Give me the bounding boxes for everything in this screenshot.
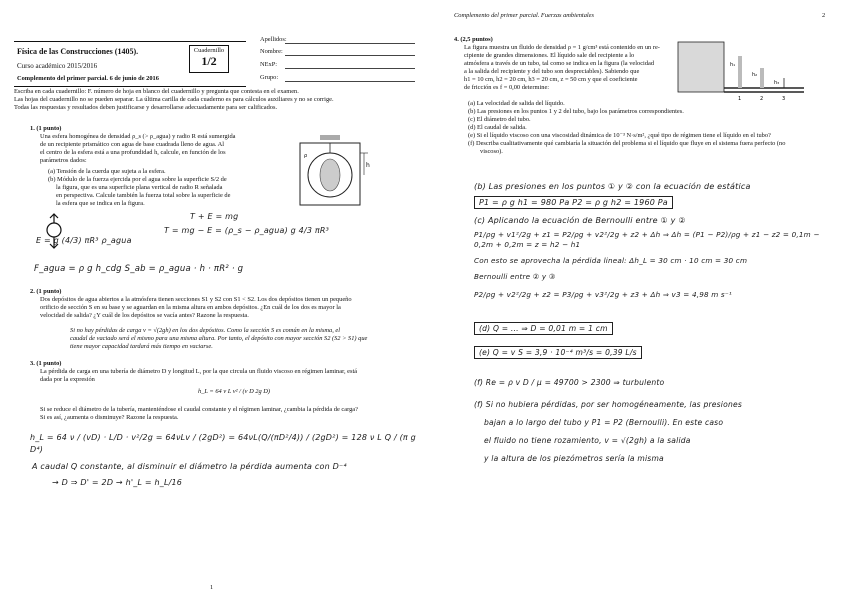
q1-hand-line-1: T + E = mg	[190, 212, 239, 221]
cuadernillo-value: 1/2	[201, 54, 217, 68]
text-line: Dos depósitos de agua abiertos a la atmósfera tienen secciones S1 y S2 con S1 < S2. Los dos depósitos tienen un pequeño	[40, 296, 352, 303]
item-line: (f) Describa cualitativamente qué cambiaría la situación del problema si el líquido que fluye en el sistema fuera perfecto (no	[468, 140, 786, 147]
q4-text	[464, 44, 674, 92]
text-line: cipiente de grandes dimensiones. El líquido sale del recipiente a lo	[464, 52, 635, 59]
q1-items	[48, 168, 293, 208]
q1-text	[40, 133, 290, 165]
item-line: (d) El caudal de salida.	[468, 124, 527, 131]
q4-hand-2: P1 = ρ g h1 = 980 Pa P2 = ρ g h2 = 1960 Pa	[474, 196, 673, 209]
q4-hand-1: (b) Las presiones en los puntos ① y ② con la ecuación de estática	[474, 182, 751, 191]
instruction-line: Todas las respuestas y resultados deben justificarse y desarrollarse adecuadamente para ser calificados.	[14, 104, 278, 111]
item-line: la figura, que es una superficie plana vertical de radio R señalada	[56, 184, 223, 191]
text-line: parámetros dados:	[40, 157, 87, 164]
q4-hand-12: bajan a lo largo del tubo y P1 = P2 (Bernoulli). En este caso	[484, 418, 724, 427]
academic-year: Curso académico 2015/2016	[17, 62, 98, 70]
q3-hand-line-3: → D ⇒ D' = 2D → h'_L = h_L/16	[52, 478, 183, 487]
q3-title: 3. (1 punto)	[30, 360, 62, 367]
cuadernillo-box	[189, 45, 229, 73]
svg-text:ρ: ρ	[304, 153, 308, 159]
field-nexp-line[interactable]	[285, 68, 415, 69]
field-name: Nombre:	[260, 48, 283, 55]
text-line: atmósfera a través de un tubo, tal como se indica en la figura (la velocidad	[464, 60, 655, 67]
item-line: (a) Tensión de la cuerda que sujeta a la esfera.	[48, 168, 166, 175]
text-line: dada por la expresión	[40, 376, 95, 383]
q3-text-2	[40, 406, 415, 422]
field-nexp: NExP:	[260, 61, 278, 68]
text-line: La figura muestra un fluido de densidad ρ = 1 g/cm³ está contenido en un re-	[464, 44, 660, 51]
q2-answer	[70, 327, 415, 351]
q2-title: 2. (1 punto)	[30, 288, 62, 295]
q4-items	[468, 100, 838, 156]
text-line: La pérdida de carga en una tubería de diámetro D y longitud L, por la que circula un fluido viscoso en régimen laminar, está	[40, 368, 358, 375]
q3-text	[40, 368, 415, 384]
text-line: a la salida del recipiente y del tubo son despreciables). Sabiendo que	[464, 68, 640, 75]
q3-hand-line-2: A caudal Q constante, al disminuir el diámetro la pérdida aumenta con D⁻⁴	[32, 462, 347, 471]
exam-header	[14, 41, 246, 87]
item-line: la esfera que se indica en la figura.	[56, 200, 145, 207]
q4-hand-8: (d) Q = ... ⇒ D = 0,01 m = 1 cm	[474, 322, 613, 335]
q4-hand-14: y la altura de los piezómetros sería la misma	[484, 454, 664, 463]
q1-hand-line-3: E = g (4/3) πR³ ρ_agua	[36, 236, 132, 245]
svg-text:h₁: h₁	[730, 62, 736, 68]
q4-hand-5: Con esto se aprovecha la pérdida lineal: Δh_L = 30 cm · 10 cm = 30 cm	[474, 256, 748, 265]
text-line: orificio de sección S en su base y se aguardan en la misma altura en ambos depósitos. ¿En cuál de los dos es mayor la	[40, 304, 341, 311]
q4-hand-3: (c) Aplicando la ecuación de Bernoulli entre ① y ②	[474, 216, 686, 225]
q4-hand-10: (f) Re = ρ v D / μ = 49700 > 2300 ⇒ turbulento	[474, 378, 665, 387]
text-line: Una esfera homogénea de densidad ρ_s (> ρ_agua) y radio R está sumergida	[40, 133, 236, 140]
instruction-line: Las hojas del cuadernillo no se pueden separar. La última carilla de cada cuaderno es para cálculos auxiliares y no se corrige.	[14, 96, 334, 103]
text-line: Si es así, ¿aumenta o disminuye? Razone la respuesta.	[40, 414, 179, 421]
text-line: el centro de la esfera está a una profundidad h, calcule, en función de los	[40, 149, 226, 156]
q2-text	[40, 296, 415, 320]
exam-title: Complemento del primer parcial. 6 de junio de 2016	[17, 75, 159, 82]
q1-hand-line-2: T = mg − E = (ρ_s − ρ_agua) g 4/3 πR³	[164, 226, 330, 235]
field-name-line[interactable]	[285, 55, 415, 56]
text-line: caudal de vaciado será el mismo para una misma altura. Por tanto, el depósito con mayor sección S2 (S2 > S1) que	[70, 335, 368, 342]
svg-text:h: h	[366, 162, 370, 169]
instructions	[14, 88, 414, 112]
cuadernillo-label: Cuadernillo	[193, 47, 225, 54]
svg-text:1: 1	[738, 96, 742, 102]
text-line: Si se reduce el diámetro de la tubería, manteniéndose el caudal constante y el régimen laminar, ¿cambia la pérdida de carga?	[40, 406, 358, 413]
item-line: (c) El diámetro del tubo.	[468, 116, 531, 123]
sphere-figure	[298, 133, 374, 209]
right-page	[424, 0, 848, 599]
running-title: Complemento del primer parcial. Fuerzas ambientales	[454, 12, 594, 19]
text-line: de un recipiente prismático con agua de base cuadrada lleno de agua. Al	[40, 141, 225, 148]
item-line: (e) Si el líquido viscoso con una viscosidad dinámica de 10⁻³ N·s/m², ¿qué tipo de régimen tiene el líquido en el tubo?	[468, 132, 771, 139]
svg-text:h₃: h₃	[774, 80, 780, 86]
q1-hand-line-4: F_agua = ρ g h_cdg S_ab = ρ_agua · h · πR² · g	[34, 264, 244, 274]
q4-hand-9: (e) Q = v S = 3,9 · 10⁻⁴ m³/s = 0,39 L/s	[474, 346, 642, 359]
page-number-left: 1	[210, 584, 214, 591]
text-line: de fricción es f = 0,00 determine:	[464, 84, 550, 91]
svg-text:h₂: h₂	[752, 72, 758, 78]
instruction-line: Escriba en cada cuadernillo: F. número de hoja en blanco del cuadernillo y pregunta que contesta en el examen.	[14, 88, 299, 95]
q3-formula: h_L = 64 ν L v² / (v D 2g D)	[198, 388, 271, 395]
field-surname-line[interactable]	[285, 43, 415, 44]
q4-hand-7: P2/ρg + v2²/2g + z2 = P3/ρg + v3²/2g + z3 + Δh ⇒ v3 = 4,98 m s⁻¹	[474, 290, 732, 299]
tank-figure	[674, 38, 814, 106]
free-body-sketch	[40, 212, 80, 252]
q4-title: 4. (2,5 puntos)	[454, 36, 493, 43]
field-group: Grupo:	[260, 74, 279, 81]
q4-hand-6: Bernoulli entre ② y ③	[474, 272, 556, 281]
item-line: (a) La velocidad de salida del líquido.	[468, 100, 565, 107]
item-line: (b) Módulo de la fuerza ejercida por el agua sobre la superficie S/2 de	[48, 176, 227, 183]
item-line: viscoso).	[480, 148, 503, 155]
item-line: (b) Las presiones en los puntos 1 y 2 del tubo, bajo los parámetros correspondientes.	[468, 108, 684, 115]
q4-hand-4: P1/ρg + v1²/2g + z1 = P2/ρg + v2²/2g + z2 + Δh ⇒ Δh = (P1 − P2)/ρg + z1 − z2 = 0,1m − 0,2m + 0,2m = z = h2 − h1	[474, 230, 820, 249]
text-line: Si no hay pérdidas de carga v = √(2gh) en los dos depósitos. Como la sección S es común en la misma, el	[70, 327, 341, 334]
q4-hand-11: (f) Si no hubiera pérdidas, por ser homogéneamente, las presiones	[474, 400, 743, 409]
q3-hand-line-1: h_L = 64 ν / (vD) · L/D · v²/2g = 64νLv / (2gD²) = 64νL(Q/(πD²/4)) / (2gD²) = 128 ν L Q / (π g D⁴)	[30, 433, 416, 454]
q1-title: 1. (1 punto)	[30, 125, 62, 132]
item-line: en perspectiva. Calcule también la fuerza total sobre la superficie de	[56, 192, 231, 199]
text-line: velocidad de salida? ¿Y cuál de los depósitos se vacía antes? Razone la respuesta.	[40, 312, 249, 319]
course-title: Física de las Construcciones (1405).	[17, 47, 139, 56]
q4-hand-13: el fluido no tiene rozamiento, v = √(2gh) a la salida	[484, 436, 691, 445]
svg-text:3: 3	[782, 96, 786, 102]
field-group-line[interactable]	[285, 81, 415, 82]
svg-text:2: 2	[760, 96, 764, 102]
text-line: h1 = 10 cm, h2 = 20 cm, h3 = 20 cm, z = 50 cm y que el coeficiente	[464, 76, 638, 83]
text-line: tiene mayor capacidad tardará más tiempo en vaciarse.	[70, 343, 213, 350]
field-surname: Apellidos:	[260, 36, 287, 43]
page-number-right: 2	[822, 12, 826, 19]
